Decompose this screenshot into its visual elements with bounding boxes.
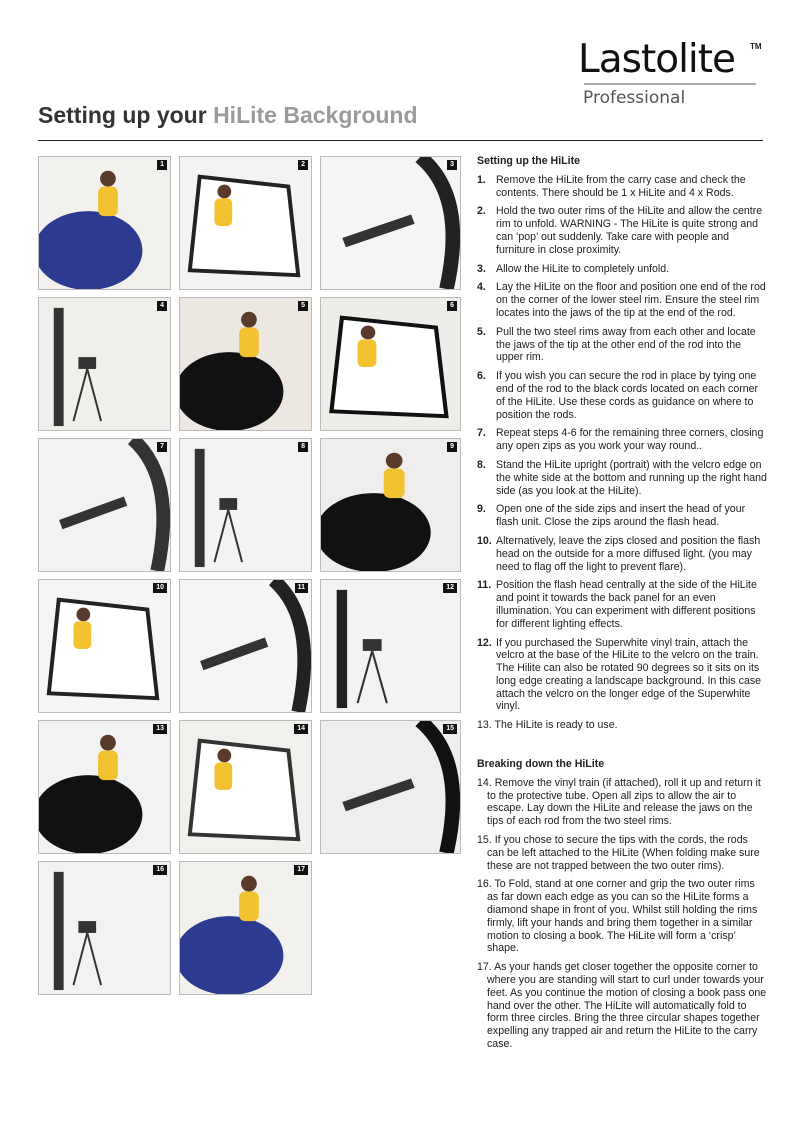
- step-item: [477, 263, 767, 276]
- step-photo: [38, 720, 171, 854]
- step-number: 13.: [477, 719, 492, 732]
- photo-number: 8: [298, 442, 308, 452]
- step-photo: [320, 720, 461, 854]
- step-number: 9.: [477, 503, 486, 516]
- photo-illustration: [39, 298, 170, 430]
- photo-number: 11: [295, 583, 308, 593]
- step-photo: [320, 438, 461, 572]
- step-number: 8.: [477, 458, 486, 471]
- photo-grid: [38, 156, 461, 995]
- photo-illustration: [321, 157, 460, 289]
- step-number: 5.: [477, 325, 486, 338]
- step-item: [477, 777, 767, 828]
- photo-number: 3: [447, 160, 457, 170]
- photo-illustration: [39, 862, 170, 994]
- step-photo: [179, 297, 312, 431]
- step-number: 10.: [477, 534, 492, 547]
- setup-heading: Setting up the HiLite: [477, 155, 580, 167]
- step-number: 2.: [477, 205, 486, 218]
- step-item: [477, 535, 767, 573]
- photo-number: 17: [294, 865, 308, 875]
- page-title: [38, 102, 418, 129]
- photo-number: 2: [298, 160, 308, 170]
- logo-divider: [584, 83, 756, 85]
- step-text: Pull the two steel rims away from each other and locate the jaws of the tip at the other end of the rod into the upper rim.: [496, 325, 756, 364]
- step-text: Stand the HiLite upright (portrait) with the velcro edge on the white side at the bottom and running up the right hand side (as you look at the HiLite).: [496, 458, 767, 497]
- step-text: If you purchased the Superwhite vinyl train, attach the velcro at the base of the HiLite to the velcro on the train. The Hilite can also be rotated 90 degrees so it sits on its long edge creating a landscape background. In this case attach the velcro on the longer edge of the Superwhite vinyl.: [496, 636, 762, 713]
- step-number: 14.: [477, 776, 492, 789]
- photo-illustration: [180, 439, 311, 571]
- breakdown-heading: Breaking down the HiLite: [477, 758, 605, 771]
- step-photo: [179, 438, 312, 572]
- step-item: [477, 719, 767, 732]
- step-item: [477, 427, 767, 453]
- photo-illustration: [180, 298, 311, 430]
- photo-illustration: [39, 580, 170, 712]
- step-number: 11.: [477, 579, 492, 592]
- step-text: As your hands get closer together the opposite corner to where you are standing will start to curl under towards your feet. As you continue the motion of closing a book pass one hand over the other. The HiLite will automatically fold to form three circles. Bring the three circular shapes together expelling any trapped air and return the HiLite to the carry case.: [487, 961, 767, 1051]
- photo-number: 5: [298, 301, 308, 311]
- step-item: [477, 174, 767, 200]
- photo-number: 13: [153, 724, 167, 734]
- step-item: [477, 205, 767, 256]
- step-item: [477, 637, 767, 714]
- step-text: Remove the HiLite from the carry case and check the contents. There should be 1 x HiLite and 4 x Rods.: [496, 173, 746, 199]
- photo-illustration: [39, 157, 170, 289]
- step-photo: [179, 861, 312, 995]
- photo-number: 1: [157, 160, 167, 170]
- photo-number: 9: [447, 442, 457, 452]
- step-number: 1.: [477, 173, 486, 186]
- step-item: [477, 281, 767, 319]
- photo-number: 6: [447, 301, 457, 311]
- step-text: To Fold, stand at one corner and grip the two outer rims as far down each edge as you can so the HiLite forms a diamond shape in front of you. Whilst still holding the rims firmly, lift your hands and bring them together in a similar motion to closing a book. The HiLite will form a ‘crisp’ shape.: [487, 878, 758, 955]
- step-number: 15.: [477, 834, 492, 847]
- step-photo: [38, 297, 171, 431]
- photo-illustration: [321, 298, 460, 430]
- step-number: 3.: [477, 262, 486, 275]
- step-number: 16.: [477, 878, 492, 891]
- step-text: Allow the HiLite to completely unfold.: [496, 262, 670, 275]
- step-photo: [38, 438, 171, 572]
- photo-illustration: [321, 439, 460, 571]
- step-text: Repeat steps 4-6 for the remaining three corners, closing any open zips as you work your way round..: [496, 427, 764, 453]
- step-number: 4.: [477, 281, 486, 294]
- step-photo: [179, 720, 312, 854]
- step-number: 7.: [477, 427, 486, 440]
- photo-illustration: [39, 721, 170, 853]
- photo-illustration: [180, 580, 311, 712]
- step-item: [477, 878, 767, 955]
- photo-illustration: [321, 721, 460, 853]
- step-text: Open one of the side zips and insert the head of your flash unit. Close the zips around the flash head.: [496, 503, 746, 529]
- photo-number: 7: [157, 442, 167, 452]
- breakdown-steps: [477, 777, 767, 1051]
- step-item: [477, 326, 767, 364]
- step-text: If you chose to secure the tips with the cords, the rods can be left attached to the HiLite (When folding make sure these are not trapped between the two outer rims).: [487, 834, 760, 872]
- step-photo: [38, 861, 171, 995]
- photo-number: 4: [157, 301, 167, 311]
- step-item: [477, 834, 767, 872]
- title-divider: [38, 140, 763, 141]
- photo-illustration: [321, 580, 460, 712]
- title-main: Setting up your: [38, 102, 214, 128]
- step-text: Remove the vinyl train (if attached), roll it up and return it to the protective tube. Open all zips to allow the air to escape. Lay down the HiLite and release the jaws on the tips of each rod from the two steel rims.: [487, 776, 761, 828]
- step-text: If you wish you can secure the rod in place by tying one end of the rod to the black cords located on each corner of the HiLite. Use these cords as guidance on where to position the rods.: [496, 370, 759, 421]
- step-photo: [38, 579, 171, 713]
- step-number: 6.: [477, 370, 486, 383]
- photo-illustration: [39, 439, 170, 571]
- photo-illustration: [180, 721, 311, 853]
- step-item: [477, 503, 767, 529]
- photo-illustration: [180, 157, 311, 289]
- logo-trademark: TM: [750, 42, 762, 51]
- setup-steps: [477, 174, 767, 732]
- title-accent: HiLite Background: [213, 102, 418, 128]
- step-item: [477, 370, 767, 421]
- step-photo: [320, 579, 461, 713]
- step-number: 17.: [477, 961, 492, 974]
- lastolite-logo: [578, 38, 768, 108]
- step-text: Lay the HiLite on the floor and position one end of the rod on the corner of the lower steel rim. Ensure the steel rim locates into the jaws of the tip at the end of the rod.: [496, 281, 766, 319]
- step-text: The HiLite is ready to use.: [494, 719, 618, 732]
- photo-number: 16: [153, 865, 167, 875]
- photo-number: 14: [294, 724, 308, 734]
- instructions: [477, 155, 767, 1057]
- step-photo: [179, 579, 312, 713]
- step-text: Position the flash head centrally at the side of the HiLite and point it towards the back panel for an even illumination. You can experiment with different positions for different lighting effects.: [496, 579, 757, 630]
- logo-subtitle: Professional: [583, 88, 686, 108]
- step-photo: [179, 156, 312, 290]
- step-item: [477, 459, 767, 497]
- step-text: Alternatively, leave the zips closed and position the flash head on the outside for a more diffused light. (you may need to flag off the light to prevent flare).: [496, 534, 761, 573]
- step-number: 12.: [477, 636, 492, 649]
- step-item: [477, 961, 767, 1051]
- step-text: Hold the two outer rims of the HiLite and allow the centre rim to unfold. WARNING - The HiLite is quite strong and can ‘pop’ out suddenly. Take care with people and furniture in close proximity.: [496, 205, 763, 256]
- photo-number: 10: [153, 583, 167, 593]
- photo-illustration: [180, 862, 311, 994]
- photo-number: 15: [443, 724, 457, 734]
- photo-number: 12: [443, 583, 457, 593]
- step-item: [477, 579, 767, 630]
- step-photo: [320, 297, 461, 431]
- logo-brand: Lastolite: [578, 37, 736, 82]
- step-photo: [320, 156, 461, 290]
- step-photo: [38, 156, 171, 290]
